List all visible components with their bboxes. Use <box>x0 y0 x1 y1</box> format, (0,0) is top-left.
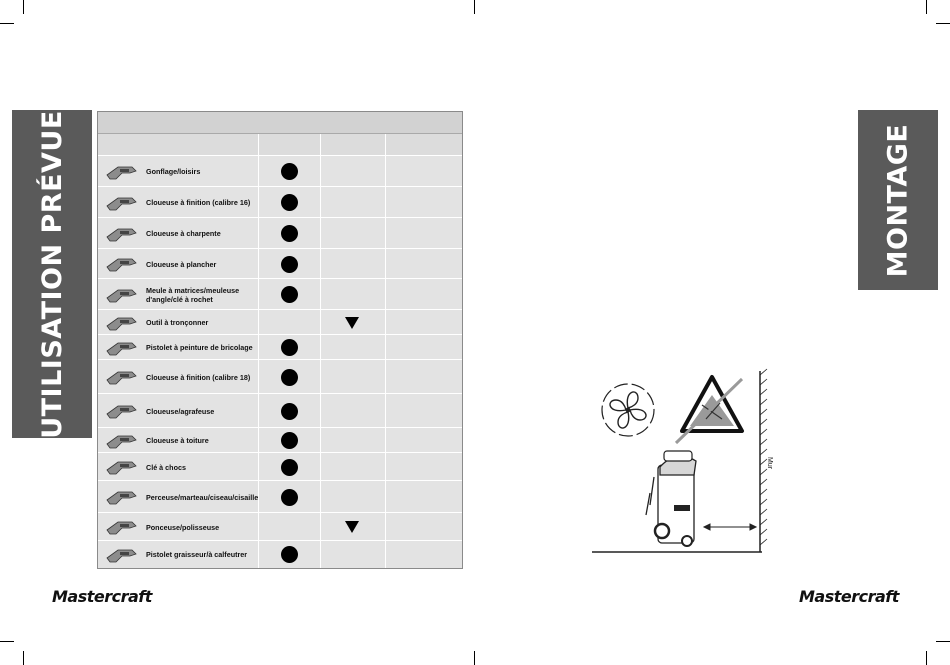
row-divider <box>98 217 462 218</box>
table-row <box>98 360 462 394</box>
crop-mark <box>926 651 927 665</box>
table-row <box>98 310 462 335</box>
row-divider <box>98 480 462 481</box>
section-title-left: UTILISATION PRÉVUE <box>36 109 68 439</box>
mastercraft-logo-left: Mastercraft <box>52 587 152 606</box>
tool-label: Clé à chocs <box>146 463 186 472</box>
framing-nailer-icon <box>104 223 140 245</box>
impact-wrench-icon <box>104 456 140 478</box>
stapler-icon <box>104 400 140 422</box>
table-row <box>98 218 462 249</box>
row-divider <box>98 248 462 249</box>
tool-label: Meule à matrices/meuleuse d'angle/clé à rochet <box>146 286 240 304</box>
table-row <box>98 453 462 481</box>
row-divider <box>98 155 462 156</box>
crop-mark <box>936 641 950 642</box>
usage-dot-icon <box>281 546 298 563</box>
fan-icon <box>602 384 654 436</box>
usage-dot-icon <box>281 403 298 420</box>
table-row <box>98 156 462 187</box>
heat-warning-icon <box>676 377 742 443</box>
tool-label: Pistolet à peinture de bricolage <box>146 343 253 352</box>
tool-label: Perceuse/marteau/ciseau/cisaille <box>146 493 259 502</box>
die-grinder-icon <box>104 284 140 306</box>
table-row <box>98 541 462 568</box>
inflator-icon <box>104 161 140 183</box>
table-row <box>98 428 462 453</box>
table-row <box>98 394 462 428</box>
row-divider <box>98 512 462 513</box>
table-row <box>98 513 462 541</box>
floor-nailer-icon <box>104 253 140 275</box>
table-row <box>98 249 462 279</box>
table-row <box>98 481 462 513</box>
tool-usage-table <box>97 111 463 569</box>
row-divider <box>98 359 462 360</box>
row-divider <box>98 427 462 428</box>
row-divider <box>98 540 462 541</box>
tool-label: Cloueuse à plancher <box>146 260 217 269</box>
compressor-placement-figure <box>590 365 773 555</box>
usage-triangle-icon <box>345 317 359 329</box>
usage-dot-icon <box>281 459 298 476</box>
usage-dot-icon <box>281 489 298 506</box>
usage-dot-icon <box>281 256 298 273</box>
usage-dot-icon <box>281 432 298 449</box>
row-divider <box>98 309 462 310</box>
section-tab-right <box>858 110 938 290</box>
tool-label: Cloueuse à charpente <box>146 229 221 238</box>
compressor-icon <box>646 451 696 546</box>
drill-icon <box>104 486 140 508</box>
crop-mark <box>23 651 24 665</box>
crop-mark <box>474 0 475 14</box>
tool-label: Ponceuse/polisseuse <box>146 523 220 532</box>
finish-nailer-icon <box>104 192 140 214</box>
section-tab-left <box>12 110 92 438</box>
tool-label: Cloueuse à finition (calibre 18) <box>146 373 251 382</box>
tool-label: Gonflage/loisirs <box>146 167 201 176</box>
row-divider <box>98 452 462 453</box>
brad-nailer-icon <box>104 366 140 388</box>
crop-mark <box>0 23 14 24</box>
table-row <box>98 279 462 310</box>
grease-gun-icon <box>104 544 140 566</box>
table-row <box>98 187 462 218</box>
tool-label: Pistolet graisseur/à calfeutrer <box>146 550 248 559</box>
clearance-arrow-icon <box>704 524 756 530</box>
row-divider <box>98 334 462 335</box>
table-column-header-row <box>98 134 462 156</box>
usage-dot-icon <box>281 286 298 303</box>
usage-dot-icon <box>281 369 298 386</box>
cut-off-tool-icon <box>104 312 140 334</box>
usage-dot-icon <box>281 339 298 356</box>
tool-label: Outil à tronçonner <box>146 318 209 327</box>
section-title-right: MONTAGE <box>882 123 914 277</box>
usage-triangle-icon <box>345 521 359 533</box>
sander-icon <box>104 516 140 538</box>
tool-label: Cloueuse à toiture <box>146 436 209 445</box>
mastercraft-logo-right: Mastercraft <box>799 587 899 606</box>
crop-mark <box>474 651 475 665</box>
table-row <box>98 335 462 360</box>
row-divider <box>98 278 462 279</box>
tool-label: Cloueuse à finition (calibre 16) <box>146 198 251 207</box>
crop-mark <box>936 23 950 24</box>
crop-mark <box>926 0 927 14</box>
crop-mark <box>0 641 14 642</box>
usage-dot-icon <box>281 163 298 180</box>
usage-dot-icon <box>281 194 298 211</box>
crop-mark <box>23 0 24 14</box>
row-divider <box>98 393 462 394</box>
usage-dot-icon <box>281 225 298 242</box>
wall-hatching <box>760 369 767 545</box>
table-header-bar <box>98 112 462 134</box>
spray-gun-icon <box>104 337 140 359</box>
tool-label: Cloueuse/agrafeuse <box>146 407 215 416</box>
row-divider <box>98 186 462 187</box>
wall-label: Mur <box>766 457 773 470</box>
roofing-nailer-icon <box>104 430 140 452</box>
